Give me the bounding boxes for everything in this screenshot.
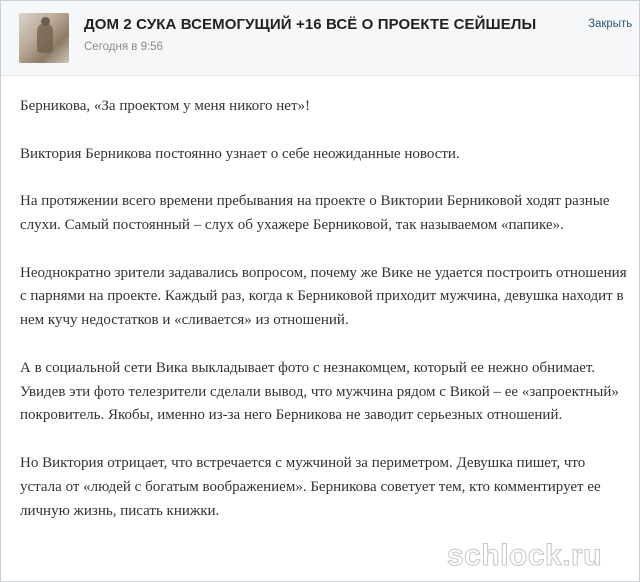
post-paragraph: Берникова, «За проектом у меня никого нет»! [20, 98, 311, 114]
post-paragraph: А в социальной сети Вика выкладывает фото с незнакомцем, который ее нежно обнимает. Увидев эти фото телезрители сделали вывод, что мужчина рядом с Викой – ее «запроектный» покровитель. Якобы, именно из-за него Берникова не заводит серьезных отношений. [20, 359, 619, 424]
watermark-text: schlock.ru [447, 539, 603, 572]
group-avatar[interactable] [19, 13, 69, 63]
post-timestamp: Сегодня в 9:56 [84, 41, 163, 53]
post-paragraph: На протяжении всего времени пребывания на проекте о Виктории Берниковой ходят разные слухи. Самый постоянный – слух об ухажере Берниковой, так называемом «папике». [20, 193, 610, 233]
post-paragraph: Виктория Берникова постоянно узнает о себе неожиданные новости. [20, 145, 460, 162]
group-name-link[interactable]: ДОМ 2 СУКА ВСЕМОГУЩИЙ +16 ВСЁ О ПРОЕКТЕ СЕЙШЕЛЫ [84, 16, 537, 33]
post-paragraph: Но Виктория отрицает, что встречается с мужчиной за периметром. Девушка пишет, что устала от «людей с богатым воображением». Берникова советует тем, кто комментирует ее личную жизнь, писать книжки. [20, 454, 601, 519]
post-body [20, 95, 630, 547]
post-paragraph: Неоднократно зрители задавались вопросом, почему же Вике не удается построить отношения с парнями на проекте. Каждый раз, когда к Берниковой приходит мужчина, девушка находит в нем кучу недостатков и «сливается» из отношений. [20, 264, 627, 329]
post-header [1, 1, 639, 76]
close-link[interactable]: Закрыть [588, 18, 633, 30]
